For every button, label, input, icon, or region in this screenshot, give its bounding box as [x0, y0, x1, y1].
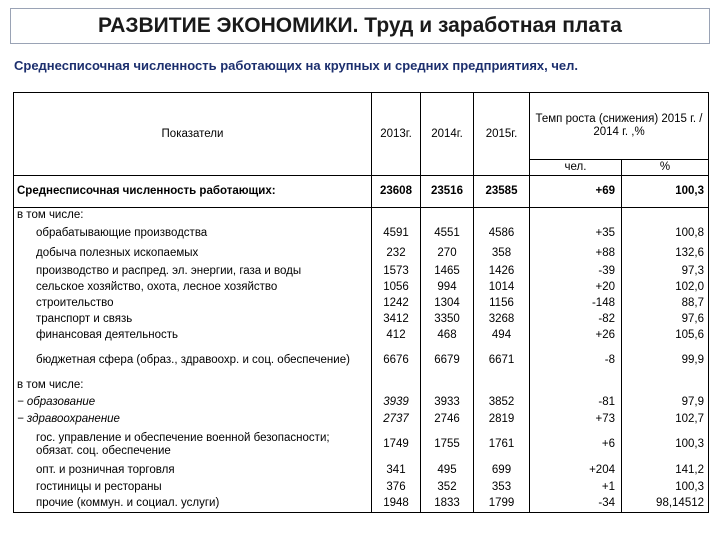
row-label: − здравоохранение	[14, 411, 372, 428]
slide-title: РАЗВИТИЕ ЭКОНОМИКИ. Труд и заработная плата	[10, 8, 710, 44]
value-2014: 23516	[421, 176, 474, 208]
header-indicator: Показатели	[14, 93, 372, 176]
value-pct-change: 141,2	[622, 462, 709, 479]
value-abs-change: -82	[530, 312, 622, 328]
table-row	[14, 244, 709, 264]
value-2014: 352	[421, 479, 474, 496]
gov-row	[14, 428, 709, 462]
value-2013: 341	[372, 462, 421, 479]
value-2014: 2746	[421, 411, 474, 428]
row-label: гостиницы и рестораны	[14, 479, 372, 496]
header-2015: 2015г.	[474, 93, 530, 176]
value-2013: 23608	[372, 176, 421, 208]
table-row	[14, 496, 709, 513]
value-2013: 6676	[372, 344, 421, 378]
value-abs-change: +26	[530, 328, 622, 344]
total-row	[14, 176, 709, 208]
value-pct-change: 102,0	[622, 280, 709, 296]
value-2015: 353	[474, 479, 530, 496]
header-abs: чел.	[530, 160, 622, 176]
table-row	[14, 224, 709, 244]
table-row	[14, 411, 709, 428]
value-2015: 699	[474, 462, 530, 479]
value-2013: 1749	[372, 428, 421, 462]
value-pct-change: 88,7	[622, 296, 709, 312]
value-2013: 1056	[372, 280, 421, 296]
value-2015: 1761	[474, 428, 530, 462]
value-abs-change: +1	[530, 479, 622, 496]
table-row	[14, 296, 709, 312]
group-label-row	[14, 378, 709, 394]
value-pct-change: 100,8	[622, 224, 709, 244]
value-abs-change: +20	[530, 280, 622, 296]
value-2013: 3412	[372, 312, 421, 328]
group-label-row	[14, 208, 709, 224]
table-row	[14, 328, 709, 344]
value-2014: 6679	[421, 344, 474, 378]
empty-cell	[474, 208, 530, 224]
value-2014: 495	[421, 462, 474, 479]
header-2013: 2013г.	[372, 93, 421, 176]
value-abs-change: -148	[530, 296, 622, 312]
row-label: опт. и розничная торговля	[14, 462, 372, 479]
value-2014: 468	[421, 328, 474, 344]
value-pct-change: 98,14512	[622, 496, 709, 513]
row-label: производство и распред. эл. энергии, газа и воды	[14, 264, 372, 280]
row-label: транспорт и связь	[14, 312, 372, 328]
value-abs-change: -81	[530, 394, 622, 411]
header-growth: Темп роста (снижения) 2015 г. / 2014 г. ,%	[530, 93, 709, 160]
value-2015: 4586	[474, 224, 530, 244]
value-2014: 1304	[421, 296, 474, 312]
value-pct-change: 99,9	[622, 344, 709, 378]
empty-cell	[372, 208, 421, 224]
value-abs-change: +88	[530, 244, 622, 264]
value-2015: 2819	[474, 411, 530, 428]
group-label: в том числе:	[14, 378, 372, 394]
empty-cell	[622, 378, 709, 394]
value-2015: 23585	[474, 176, 530, 208]
row-label: сельское хозяйство, охота, лесное хозяйство	[14, 280, 372, 296]
budget-row	[14, 344, 709, 378]
value-pct-change: 100,3	[622, 428, 709, 462]
header-pct: %	[622, 160, 709, 176]
value-pct-change: 105,6	[622, 328, 709, 344]
table-subtitle: Среднесписочная численность работающих на крупных и средних предприятиях, чел.	[14, 58, 579, 73]
table-row	[14, 394, 709, 411]
row-label: финансовая деятельность	[14, 328, 372, 344]
empty-cell	[622, 208, 709, 224]
value-2014: 270	[421, 244, 474, 264]
table-row	[14, 479, 709, 496]
value-2013: 4591	[372, 224, 421, 244]
value-2013: 3939	[372, 394, 421, 411]
value-2014: 4551	[421, 224, 474, 244]
row-label: бюджетная сфера (образ., здравоохр. и соц. обеспечение)	[14, 344, 372, 378]
value-2015: 358	[474, 244, 530, 264]
value-2015: 1156	[474, 296, 530, 312]
value-pct-change: 100,3	[622, 176, 709, 208]
table-row	[14, 312, 709, 328]
row-label: прочие (коммун. и социал. услуги)	[14, 496, 372, 513]
row-label: гос. управление и обеспечение военной безопасности; обязат. соц. обеспечение	[14, 428, 372, 462]
value-abs-change: +204	[530, 462, 622, 479]
value-pct-change: 97,9	[622, 394, 709, 411]
table-row	[14, 280, 709, 296]
value-pct-change: 97,3	[622, 264, 709, 280]
group-label: в том числе:	[14, 208, 372, 224]
row-label: Среднесписочная численность работающих:	[14, 176, 372, 208]
value-pct-change: 100,3	[622, 479, 709, 496]
value-pct-change: 132,6	[622, 244, 709, 264]
empty-cell	[530, 208, 622, 224]
value-2013: 1573	[372, 264, 421, 280]
value-2015: 1426	[474, 264, 530, 280]
empty-cell	[421, 208, 474, 224]
table-row	[14, 462, 709, 479]
header-2014: 2014г.	[421, 93, 474, 176]
empty-cell	[530, 378, 622, 394]
row-label: строительство	[14, 296, 372, 312]
value-2015: 494	[474, 328, 530, 344]
employment-table	[13, 92, 709, 513]
row-label: добыча полезных ископаемых	[14, 244, 372, 264]
value-2014: 3350	[421, 312, 474, 328]
value-2014: 3933	[421, 394, 474, 411]
value-2014: 994	[421, 280, 474, 296]
value-2013: 232	[372, 244, 421, 264]
empty-cell	[474, 378, 530, 394]
value-2015: 6671	[474, 344, 530, 378]
header-row	[14, 93, 709, 160]
value-abs-change: +6	[530, 428, 622, 462]
value-2013: 376	[372, 479, 421, 496]
value-abs-change: +73	[530, 411, 622, 428]
value-abs-change: +69	[530, 176, 622, 208]
value-2015: 3268	[474, 312, 530, 328]
value-2015: 1799	[474, 496, 530, 513]
empty-cell	[372, 378, 421, 394]
value-2015: 1014	[474, 280, 530, 296]
value-abs-change: +35	[530, 224, 622, 244]
row-label: обрабатывающие производства	[14, 224, 372, 244]
value-2013: 1948	[372, 496, 421, 513]
value-pct-change: 102,7	[622, 411, 709, 428]
table-row	[14, 264, 709, 280]
value-2014: 1755	[421, 428, 474, 462]
value-2014: 1465	[421, 264, 474, 280]
value-abs-change: -8	[530, 344, 622, 378]
value-abs-change: -39	[530, 264, 622, 280]
value-pct-change: 97,6	[622, 312, 709, 328]
row-label: − образование	[14, 394, 372, 411]
value-2013: 2737	[372, 411, 421, 428]
empty-cell	[421, 378, 474, 394]
value-2014: 1833	[421, 496, 474, 513]
value-2015: 3852	[474, 394, 530, 411]
value-2013: 1242	[372, 296, 421, 312]
value-abs-change: -34	[530, 496, 622, 513]
value-2013: 412	[372, 328, 421, 344]
